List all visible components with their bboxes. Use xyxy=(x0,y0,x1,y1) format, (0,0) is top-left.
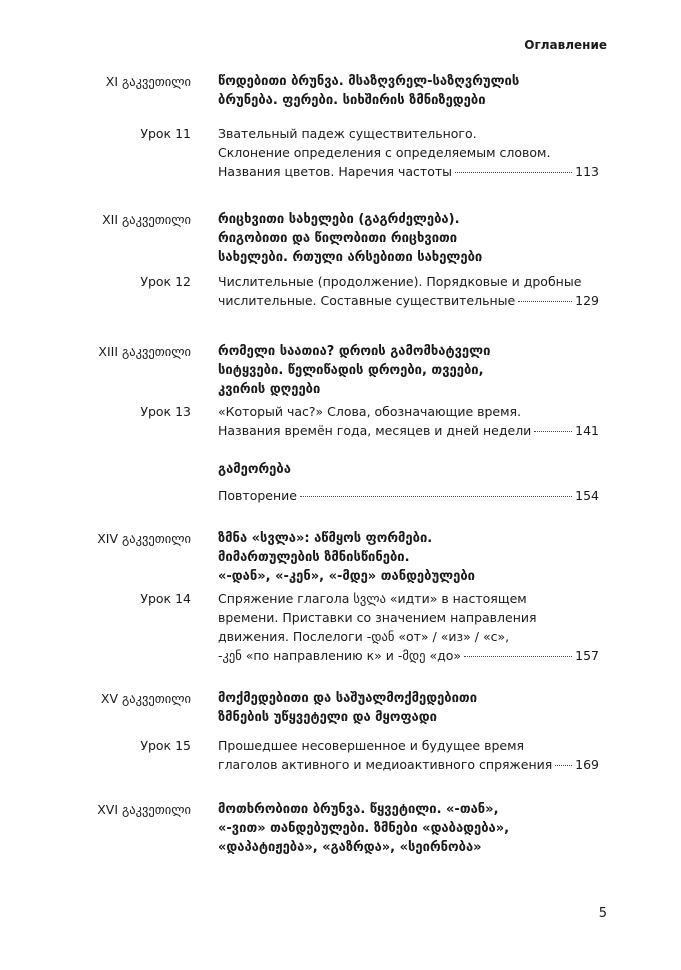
dot-leader xyxy=(464,656,572,657)
page-ref: 169 xyxy=(575,757,599,772)
page-ref: 129 xyxy=(575,293,599,308)
toc-link-line[interactable]: Повторение 154 xyxy=(218,488,599,503)
ru-line: времени. Приставки со значением направления xyxy=(218,610,537,625)
ru-description xyxy=(218,486,599,505)
georgian-title xyxy=(218,342,618,399)
georgian-line: წოდებითი ბრუნვა. მსაზღვრელ-საზღვრულის xyxy=(218,74,520,89)
georgian-line: ზმნა «სვლა»: აწმყოს ფორმები. xyxy=(218,531,433,546)
page-ref: 113 xyxy=(575,164,599,179)
lesson-label: XIII გაკვეთილი xyxy=(98,344,191,359)
uroq-label: Урок 14 xyxy=(140,591,191,606)
ru-description xyxy=(218,272,599,310)
ru-line: Звательный падеж существительного. xyxy=(218,126,477,141)
dot-leader xyxy=(518,301,572,302)
georgian-line: რომელი საათია? დროის გამომხატველი xyxy=(218,344,491,359)
georgian-line: სახელები. რთული არსებითი სახელები xyxy=(218,250,483,265)
georgian-title xyxy=(218,210,618,267)
georgian-line: მიმართულების ზმნისწინები. xyxy=(218,550,410,565)
toc-link-line[interactable]: глаголов активного и медиоактивного спряжения 169 xyxy=(218,757,599,772)
georgian-line: ბრუნება. ფერები. სიხშირის ზმნიზედები xyxy=(218,93,486,108)
page-header-title: Оглавление xyxy=(524,38,607,52)
ru-line: Спряжение глагола სვლა «идти» в настоящем xyxy=(218,591,527,606)
uroq-label: Урок 13 xyxy=(140,404,191,419)
ru-line: движения. Послелоги -დან «от» / «из» / «с», xyxy=(218,629,510,644)
lesson-label: XII გაკვეთილი xyxy=(102,212,191,227)
page-ref: 154 xyxy=(575,488,599,503)
georgian-line: «-ვით» თანდებულები. ზმნები «დაბადება», xyxy=(218,821,510,836)
ru-description xyxy=(218,402,599,440)
dot-leader xyxy=(534,431,572,432)
georgian-line: მოქმედებითი და საშუალმოქმედებითი xyxy=(218,691,478,706)
ru-line: Числительные (продолжение). Порядковые и дробные xyxy=(218,274,582,289)
uroq-label: Урок 12 xyxy=(140,274,191,289)
page-ref: 141 xyxy=(575,423,599,438)
dot-leader xyxy=(300,496,572,497)
ru-line: «Который час?» Слова, обозначающие время. xyxy=(218,404,522,419)
page-number: 5 xyxy=(598,906,607,921)
georgian-line: სიტყვები. წელიწადის დროები, თვეები, xyxy=(218,363,484,378)
georgian-line: «დაპატიჟება», «გაზრდა», «სეირნობა» xyxy=(218,840,482,855)
georgian-title xyxy=(218,460,618,479)
toc-link-line[interactable]: Названия цветов. Наречия частоты 113 xyxy=(218,164,599,179)
ru-line: Склонение определения с определяемым словом. xyxy=(218,145,551,160)
georgian-title xyxy=(218,689,618,727)
ru-description xyxy=(218,736,599,774)
toc-link-line[interactable]: -კენ «по направлению к» и -მდე «до» 157 xyxy=(218,648,599,663)
georgian-line: რიცხვითი სახელები (გაგრძელება). xyxy=(218,212,460,227)
georgian-line: ზმნების უწყვეტელი და მყოფადი xyxy=(218,710,437,725)
georgian-line: კვირის დღეები xyxy=(218,382,321,397)
page-ref: 157 xyxy=(575,648,599,663)
lesson-label: XV გაკვეთილი xyxy=(100,691,191,706)
toc-link-line[interactable]: Названия времён года, месяцев и дней недели 141 xyxy=(218,423,599,438)
dot-leader xyxy=(455,172,572,173)
lesson-label: XIV გაკვეთილი xyxy=(97,531,191,546)
toc-link-line[interactable]: числительные. Составные существительные 129 xyxy=(218,293,599,308)
georgian-line: მოთხრობითი ბრუნვა. წყვეტილი. «-თან», xyxy=(218,802,499,817)
georgian-title xyxy=(218,72,618,110)
uroq-label: Урок 11 xyxy=(140,126,191,141)
georgian-title xyxy=(218,800,618,857)
ru-description xyxy=(218,589,599,665)
georgian-line: გამეორება xyxy=(218,462,291,477)
ru-description xyxy=(218,124,599,181)
uroq-label: Урок 15 xyxy=(140,738,191,753)
lesson-label: XVI გაკვეთილი xyxy=(97,802,191,817)
dot-leader xyxy=(555,765,572,766)
georgian-title xyxy=(218,529,618,586)
georgian-line: რიგობითი და წილობითი რიცხვითი xyxy=(218,231,458,246)
ru-line: Прошедшее несовершенное и будущее время xyxy=(218,738,525,753)
lesson-label: XI გაკვეთილი xyxy=(105,74,191,89)
georgian-line: «-დან», «-კენ», «-მდე» თანდებულები xyxy=(218,569,475,584)
